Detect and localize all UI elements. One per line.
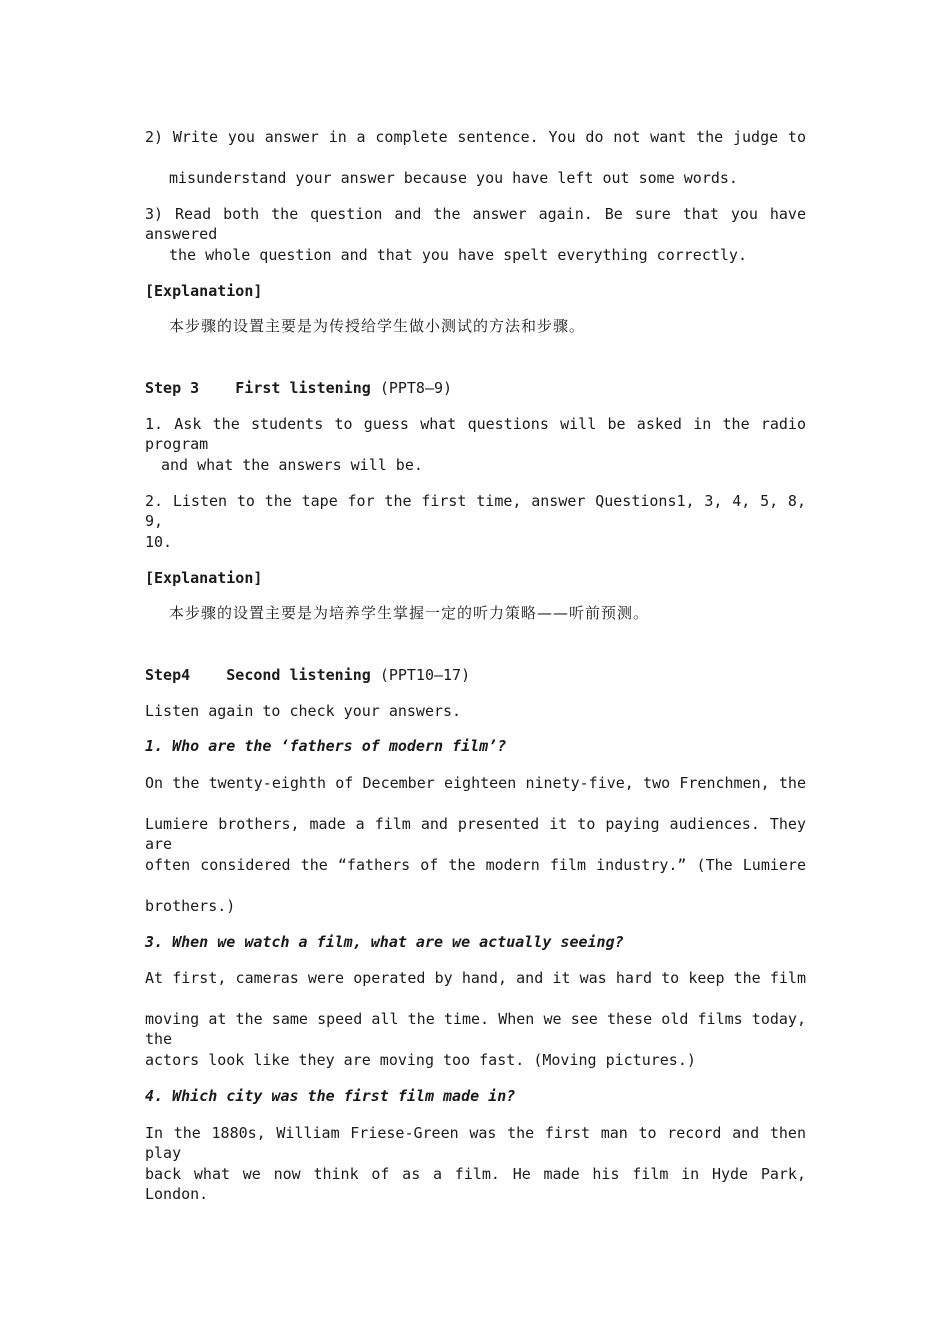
step-4-ppt: (PPT10—17)	[379, 666, 471, 684]
question-3: 3. When we watch a film, what are we actually seeing?	[145, 933, 624, 951]
answer-1-line-1: On the twenty-eighth of December eighteen ninety-five, two Frenchmen, the	[145, 774, 806, 792]
step-4-heading	[145, 665, 470, 685]
step-3-item-1-line-2: and what the answers will be.	[161, 456, 423, 474]
explanation-heading: [Explanation]	[145, 569, 263, 587]
question-1: 1. Who are the ‘fathers of modern film’?	[145, 737, 507, 755]
explanation-heading: [Explanation]	[145, 282, 263, 300]
step-3-heading	[145, 378, 452, 398]
step-3-item-2-line-1: 2. Listen to the tape for the first time, answer Questions1, 3, 4, 5, 8, 9,	[145, 492, 806, 530]
step-3-item-2-line-2: 10.	[145, 533, 173, 551]
tip-2-line-2: misunderstand your answer because you have left out some words.	[169, 169, 738, 187]
answer-3-line-3: actors look like they are moving too fast. (Moving pictures.)	[145, 1051, 696, 1069]
answer-4-line-1: In the 1880s, William Friese-Green was the first man to record and then play	[145, 1124, 806, 1162]
answer-3-line-2: moving at the same speed all the time. When we see these old films today, the	[145, 1010, 806, 1048]
answer-1-line-2: Lumiere brothers, made a film and presented it to paying audiences. They are	[145, 815, 806, 853]
answer-4-line-2: back what we now think of as a film. He made his film in Hyde Park, London.	[145, 1165, 806, 1203]
answer-3-line-1: At first, cameras were operated by hand, and it was hard to keep the film	[145, 969, 806, 987]
step-3-title: Step 3 First listening	[145, 379, 371, 397]
question-4: 4. Which city was the first film made in?	[145, 1087, 516, 1105]
tip-2-line-1: 2) Write you answer in a complete sentence. You do not want the judge to	[145, 128, 806, 146]
step-4-intro: Listen again to check your answers.	[145, 702, 462, 720]
step-3-item-1-line-1: 1. Ask the students to guess what questions will be asked in the radio program	[145, 415, 806, 453]
answer-1-line-4: brothers.)	[145, 897, 236, 915]
step-3-ppt: (PPT8—9)	[379, 379, 453, 397]
explanation-text: 本步骤的设置主要是为传授给学生做小测试的方法和步骤。	[169, 317, 586, 335]
step-4-title: Step4 Second listening	[145, 666, 371, 684]
explanation-text: 本步骤的设置主要是为培养学生掌握一定的听力策略——听前预测。	[169, 604, 650, 622]
tip-3-line-2: the whole question and that you have spelt everything correctly.	[169, 246, 747, 264]
answer-1-line-3: often considered the “fathers of the modern film industry.” (The Lumiere	[145, 856, 806, 874]
tip-3-line-1: 3) Read both the question and the answer again. Be sure that you have answered	[145, 205, 806, 243]
